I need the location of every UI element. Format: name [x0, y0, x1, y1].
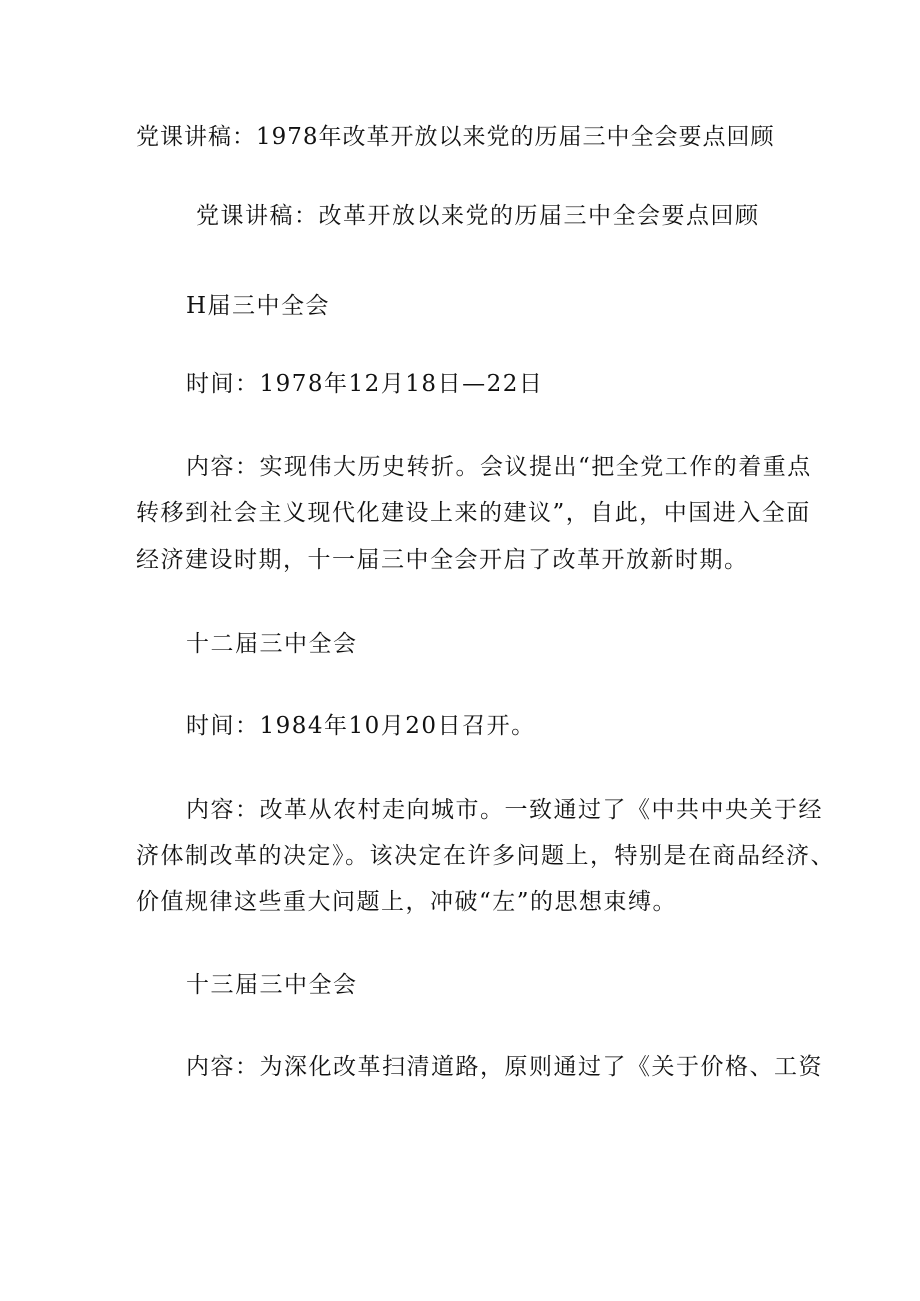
section-heading: 十二届三中全会 — [186, 631, 358, 657]
section-content-line: 济体制改革的决定》。该决定在许多问题上，特别是在商品经济、 — [136, 843, 835, 869]
section-heading: 十三届三中全会 — [186, 972, 358, 998]
section-content-line: 经济建设时期，十一届三中全会开启了改革开放新时期。 — [136, 547, 749, 573]
section-time: 时间：1978年12月18日—22日 — [186, 371, 544, 397]
document-subtitle: 党课讲稿：改革开放以来党的历届三中全会要点回顾 — [196, 203, 760, 229]
section-content-line: 转移到社会主义现代化建设上来的建议”，自此，中国进入全面 — [136, 500, 811, 526]
section-content-line: 价值规律这些重大问题上，冲破“左”的思想束缚。 — [136, 889, 678, 915]
section-content-line: 内容：实现伟大历史转折。会议提出“把全党工作的着重点 — [186, 454, 812, 480]
section-content-line: 内容：为深化改革扫清道路，原则通过了《关于价格、工资 — [186, 1054, 823, 1080]
section-content-line: 内容：改革从农村走向城市。一致通过了《中共中央关于经 — [186, 797, 823, 823]
section-time: 时间：1984年10月20日召开。 — [186, 713, 536, 739]
section-heading: H届三中全会 — [186, 293, 331, 319]
document-title: 党课讲稿：1978年改革开放以来党的历届三中全会要点回顾 — [136, 124, 775, 150]
